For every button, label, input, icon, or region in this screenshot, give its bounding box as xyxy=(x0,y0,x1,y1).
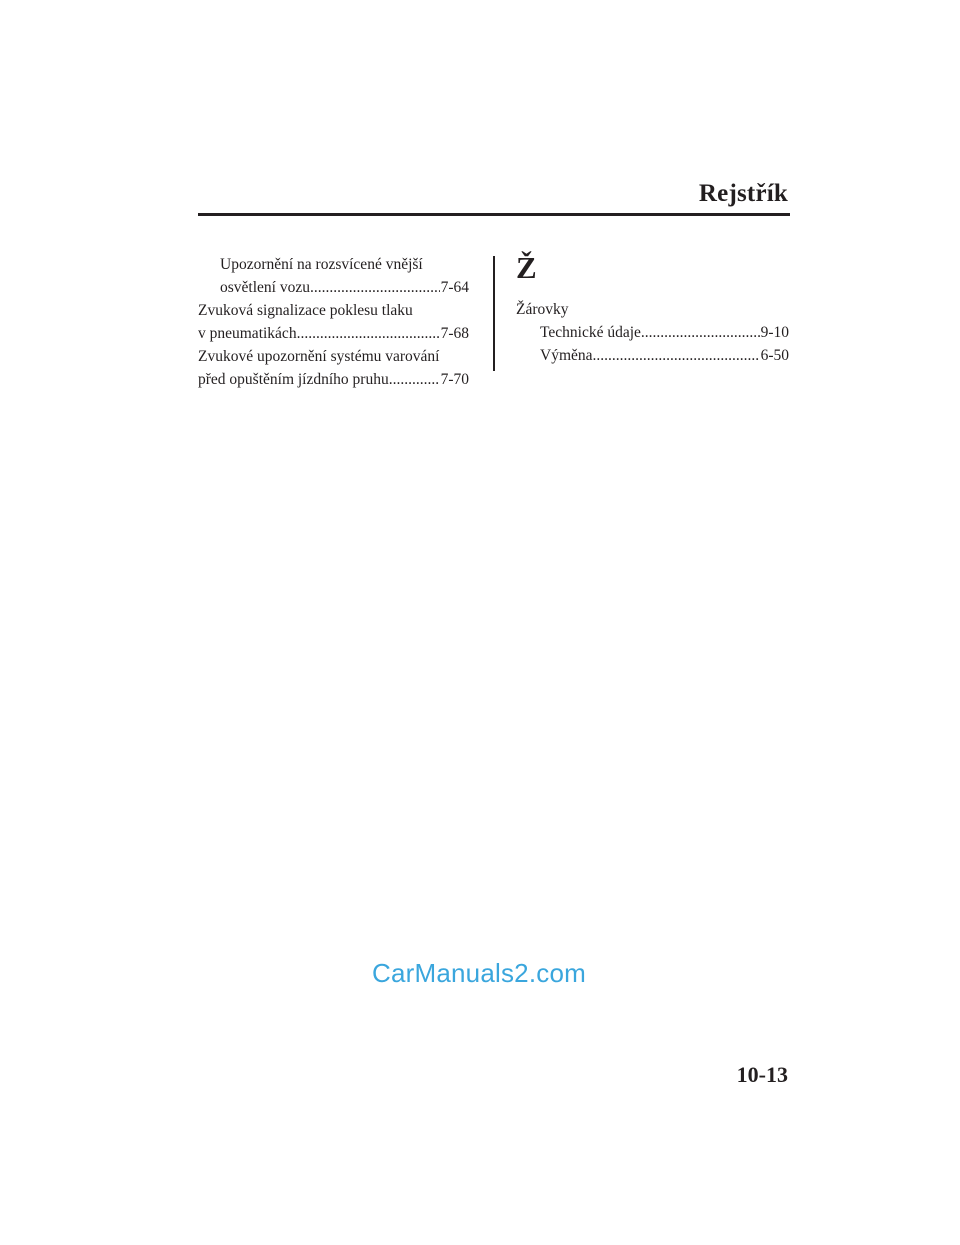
page-reference[interactable]: 7-64 xyxy=(440,279,469,296)
index-entry-text: Výměna xyxy=(540,347,593,364)
page-reference[interactable]: 7-70 xyxy=(440,371,469,388)
watermark-link[interactable]: CarManuals2.com xyxy=(372,958,586,988)
page-reference[interactable]: 7-68 xyxy=(440,325,469,342)
dot-leader xyxy=(297,322,440,345)
dot-leader xyxy=(310,276,440,299)
index-entry-text: Žárovky xyxy=(516,301,569,318)
index-entry-text: osvětlení vozu xyxy=(220,279,310,296)
page-reference[interactable]: 6-50 xyxy=(760,347,789,364)
index-entry-line xyxy=(198,276,469,299)
index-title: Rejstřík xyxy=(698,180,788,207)
dot-leader xyxy=(593,344,760,367)
index-entry-text: Zvuková signalizace poklesu tlaku xyxy=(198,302,413,319)
index-entry-line xyxy=(198,299,469,322)
index-column-right xyxy=(516,251,789,367)
dot-leader xyxy=(641,321,760,344)
letter-heading: Ž xyxy=(516,250,537,285)
index-entry-line xyxy=(198,322,469,345)
index-entry-line xyxy=(198,253,469,276)
index-entry-line xyxy=(198,368,469,391)
page-number: 10-13 xyxy=(736,1062,788,1087)
index-entry-text: Upozornění na rozsvícené vnější xyxy=(220,256,423,273)
index-subentry xyxy=(516,344,789,367)
header-rule xyxy=(198,213,790,216)
index-column-left xyxy=(198,253,469,391)
page-reference[interactable]: 9-10 xyxy=(760,324,789,341)
dot-leader xyxy=(389,368,440,391)
index-entry-line xyxy=(198,345,469,368)
index-entry-text: Zvukové upozornění systému varování xyxy=(198,348,440,365)
index-group-title xyxy=(516,298,789,321)
index-entry-text: v pneumatikách xyxy=(198,325,297,342)
index-entry-text: před opuštěním jízdního pruhu xyxy=(198,371,389,388)
column-divider xyxy=(493,256,495,371)
index-entry-text: Technické údaje xyxy=(540,324,641,341)
index-subentry xyxy=(516,321,789,344)
